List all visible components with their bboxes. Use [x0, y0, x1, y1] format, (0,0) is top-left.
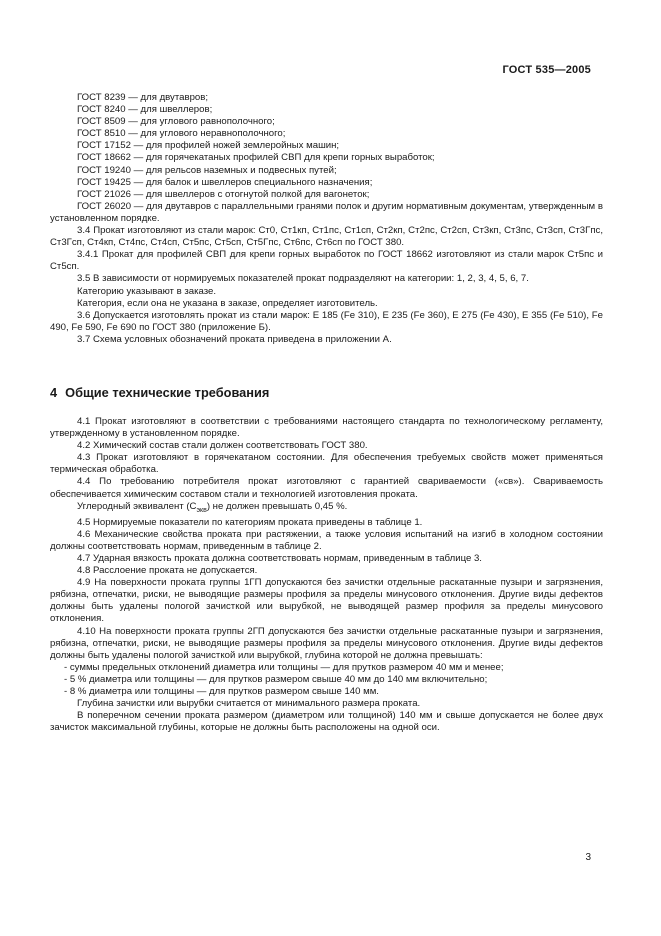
- defect-depth-item: - 8 % диаметра или толщины — для прутков размером свыше 140 мм.: [64, 685, 379, 697]
- defect-depth-item: - 5 % диаметра или толщины — для прутков размером свыше 40 мм до 140 мм включительно;: [64, 673, 488, 685]
- gost-list-item: ГОСТ 8510 — для углового неравнополочного;: [77, 128, 286, 140]
- carbon-equivalent-text-end: ) не должен превышать 0,45 %.: [206, 500, 348, 512]
- clause-4-4: 4.4 По требованию потребителя прокат изготовляют с гарантией свариваемости («св»). Свариваемость обеспечивается химическим составом стали и технологией изготовления проката.: [50, 476, 603, 500]
- clause-4-9: 4.9 На поверхности проката группы 1ГП допускаются без зачистки отдельные раскатанные пузыри и загрязнения, рябизна, отпечатки, риски, не выводящие размеры профиля за пределы минусового отклонения. Другие виды дефектов должны быть удалены пологой зачисткой или вырубкой, не выводящей размер профиля за пределы минусового отклонения.: [50, 577, 603, 625]
- gost-list-item: ГОСТ 8509 — для углового равнополочного;: [77, 116, 275, 128]
- clause-3-5-default-note: Категория, если она не указана в заказе, определяет изготовитель.: [77, 297, 378, 309]
- gost-list-item: ГОСТ 19240 — для рельсов наземных и подвесных путей;: [77, 164, 337, 176]
- page-number: 3: [585, 852, 591, 863]
- clause-4-1: 4.1 Прокат изготовляют в соответствии с требованиями настоящего стандарта по технологическому регламенту, утвержденному в установленном порядке.: [50, 416, 603, 440]
- clause-4-10-cross-section-note: В поперечном сечении проката размером (диаметром или толщиной) 140 мм и свыше допускается не более двух зачисток максимальной глубины, которые не должны быть расположены на одной оси.: [50, 710, 603, 734]
- gost-reference-list: [50, 92, 603, 225]
- clause-4-8: 4.8 Расслоение проката не допускается.: [77, 565, 258, 577]
- section-3-continuation: [50, 92, 603, 346]
- section-4-body: [50, 416, 603, 734]
- defect-depth-item: - суммы предельных отклонений диаметра или толщины — для прутков размером 40 мм и менее;: [64, 661, 504, 673]
- clause-4-7: 4.7 Ударная вязкость проката должна соответствовать нормам, приведенным в таблице 3.: [77, 552, 482, 564]
- gost-list-item: ГОСТ 18662 — для горячекатаных профилей СВП для крепи горных выработок;: [77, 152, 435, 164]
- clause-3-5: 3.5 В зависимости от нормируемых показателей прокат подразделяют на категории: 1, 2, 3, 4, 5, 6, 7.: [77, 273, 529, 285]
- clause-4-2: 4.2 Химический состав стали должен соответствовать ГОСТ 380.: [77, 440, 368, 452]
- gost-list-item: ГОСТ 26020 — для двутавров с параллельными гранями полок и другим нормативным документам, утвержденным в установленном порядке.: [50, 200, 603, 224]
- carbon-equivalent-text-start: Углеродный эквивалент (С: [77, 500, 197, 512]
- section-4-title: Общие технические требования: [65, 385, 270, 400]
- clause-4-4-carbon-equivalent: [50, 501, 603, 517]
- clause-3-4-1: 3.4.1 Прокат для профилей СВП для крепи горных выработок по ГОСТ 18662 изготовляют из стали марок Ст5пс и Ст5сп.: [50, 249, 603, 273]
- gost-list-item: ГОСТ 8240 — для швеллеров;: [77, 104, 213, 116]
- clause-3-7: 3.7 Схема условных обозначений проката приведена в приложении А.: [77, 333, 392, 345]
- clause-4-5: 4.5 Нормируемые показатели по категориям проката приведены в таблице 1.: [77, 516, 423, 528]
- gost-list-item: ГОСТ 17152 — для профилей ножей землеройных машин;: [77, 140, 340, 152]
- document-code-header: ГОСТ 535—2005: [502, 64, 591, 76]
- clause-3-6: 3.6 Допускается изготовлять прокат из стали марок: Е 185 (Fe 310), Е 235 (Fe 360), Е 275 (Fe 430), Е 355 (Fe 510), Fe 490, Fe 590, Fe 690 по ГОСТ 380 (приложение Б).: [50, 309, 603, 333]
- clause-4-3: 4.3 Прокат изготовляют в горячекатаном состоянии. Для обеспечения требуемых свойств может применяться термическая обработка.: [50, 452, 603, 476]
- gost-list-item: ГОСТ 21026 — для швеллеров с отогнутой полкой для вагонеток;: [77, 188, 370, 200]
- carbon-equivalent-subscript: экв: [196, 506, 207, 514]
- clause-4-10: 4.10 На поверхности проката группы 2ГП допускаются без зачистки отдельные раскатанные пузыри и загрязнения, рябизна, отпечатки, риски, не выводящие размеры профиля за пределы минусового отклонения. Другие виды дефектов должны быть удалены пологой зачисткой или вырубкой, глубина которой не должна превышать:: [50, 625, 603, 661]
- clause-4-6: 4.6 Механические свойства проката при растяжении, а также условия испытаний на изгиб в холодном состоянии должны соответствовать нормам, приведенным в таблице 2.: [50, 528, 603, 552]
- gost-list-item: ГОСТ 8239 — для двутавров;: [77, 92, 209, 103]
- clause-4-10-depth-note: Глубина зачистки или вырубки считается от минимального размера проката.: [77, 698, 421, 710]
- clause-3-5-category-note: Категорию указывают в заказе.: [77, 285, 217, 297]
- section-4-number: 4: [50, 385, 58, 400]
- clause-3-4: 3.4 Прокат изготовляют из стали марок: Ст0, Ст1кп, Ст1пс, Ст1сп, Ст2кп, Ст2пс, Ст2сп, Ст3кп, Ст3пс, Ст3сп, Ст3Гпс, Ст3Гсп, Ст4кп, Ст4пс, Ст4сп, Ст5пс, Ст5сп, Ст5Гпс, Ст6пс, Ст6сп по ГОСТ 380.: [50, 225, 603, 249]
- gost-list-item: ГОСТ 19425 — для балок и швеллеров специального назначения;: [77, 176, 373, 188]
- section-4-heading: [50, 385, 269, 400]
